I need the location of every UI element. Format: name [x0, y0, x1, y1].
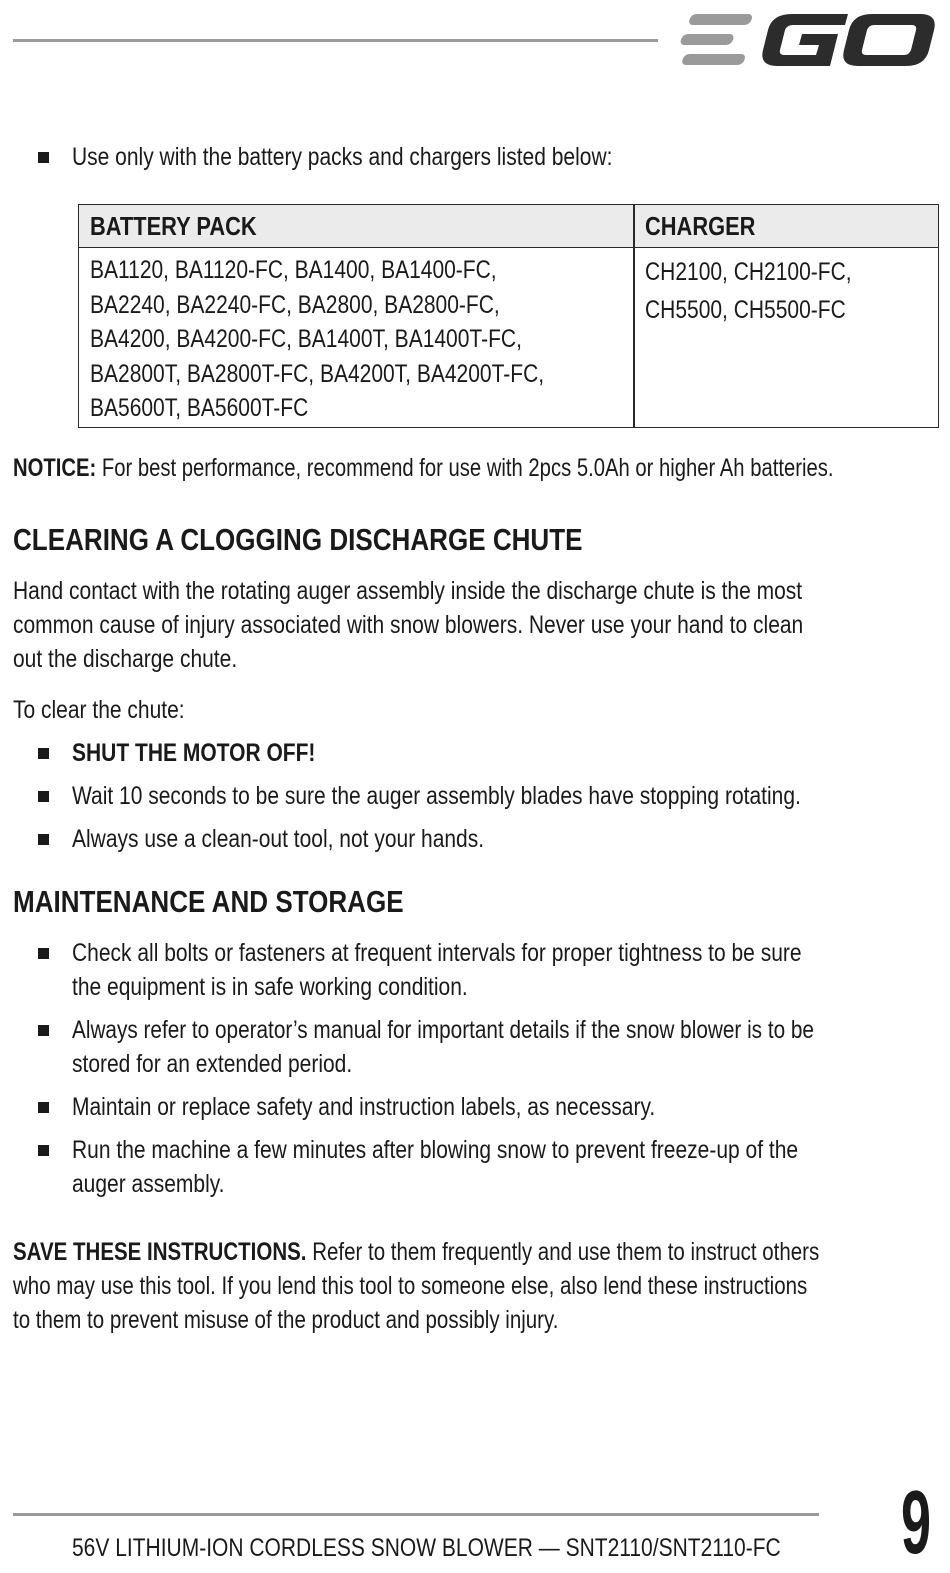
clearing-bullet-tool: Always use a clean-out tool, not your hands.	[72, 825, 485, 853]
page-number: 9	[901, 1473, 932, 1573]
table-header-battery: BATTERY PACK	[90, 211, 257, 241]
bullet-marker	[38, 152, 49, 163]
footer-rule	[13, 1513, 819, 1516]
table-cell-charger: CH2100, CH2100-FC, CH5500, CH5500-FC	[645, 258, 852, 324]
maintenance-bullet-labels: Maintain or replace safety and instruction labels, as necessary.	[72, 1093, 656, 1121]
header-rule	[13, 39, 658, 42]
bullet-marker	[38, 1145, 49, 1156]
maintenance-heading: MAINTENANCE AND STORAGE	[13, 884, 404, 919]
maintenance-bullet-bolts: Check all bolts or fasteners at frequent intervals for proper tightness to be sure the equipment is in safe working condition.	[72, 939, 802, 1001]
notice-label: NOTICE:	[13, 454, 97, 482]
clearing-paragraph: Hand contact with the rotating auger assembly inside the discharge chute is the most common cause of injury associated with snow blowers. Never use your hand to clean out the discharge chute.	[13, 577, 804, 673]
table-cell-battery: BA1120, BA1120-FC, BA1400, BA1400-FC, BA2240, BA2240-FC, BA2800, BA2800-FC, BA4200, BA4200-FC, BA1400T, BA1400T-FC, BA2800T, BA2800T-FC, BA4200T, BA4200T-FC, BA5600T, BA5600T-FC	[90, 256, 545, 422]
bullet-marker	[38, 948, 49, 959]
ego-logo	[680, 12, 938, 68]
compatibility-table	[78, 204, 939, 428]
notice-paragraph	[13, 451, 950, 485]
bullet-marker	[38, 748, 49, 759]
bullet-marker	[38, 791, 49, 802]
footer-title: 56V LITHIUM-ION CORDLESS SNOW BLOWER — SNT2110/SNT2110-FC	[72, 1534, 781, 1562]
bullet-marker	[38, 1102, 49, 1113]
clearing-bullet-wait: Wait 10 seconds to be sure the auger assembly blades have stopping rotating.	[72, 782, 801, 810]
clearing-lead: To clear the chute:	[13, 696, 185, 724]
save-label: SAVE THESE INSTRUCTIONS.	[13, 1238, 307, 1266]
bullet-marker	[38, 1025, 49, 1036]
save-instructions-paragraph: SAVE THESE INSTRUCTIONS. Refer to them frequently and use them to instruct others who may use this tool. If you lend this tool to someone else, also lend these instructions to them to prevent misuse of the product and possibly injury.	[13, 1238, 820, 1334]
notice-text: For best performance, recommend for use with 2pcs 5.0Ah or higher Ah batteries.	[96, 454, 834, 482]
maintenance-bullet-manual: Always refer to operator’s manual for important details if the snow blower is to be stored for an extended period.	[72, 1016, 814, 1078]
intro-bullet: Use only with the battery packs and chargers listed below:	[72, 143, 613, 171]
table-column-divider	[633, 205, 635, 427]
maintenance-bullet-run: Run the machine a few minutes after blowing snow to prevent freeze-up of the auger assembly.	[72, 1136, 799, 1198]
clearing-heading: CLEARING A CLOGGING DISCHARGE CHUTE	[13, 522, 583, 557]
table-header-charger: CHARGER	[645, 211, 756, 241]
bullet-marker	[38, 834, 49, 845]
clearing-bullet-shut-off: SHUT THE MOTOR OFF!	[72, 739, 316, 767]
